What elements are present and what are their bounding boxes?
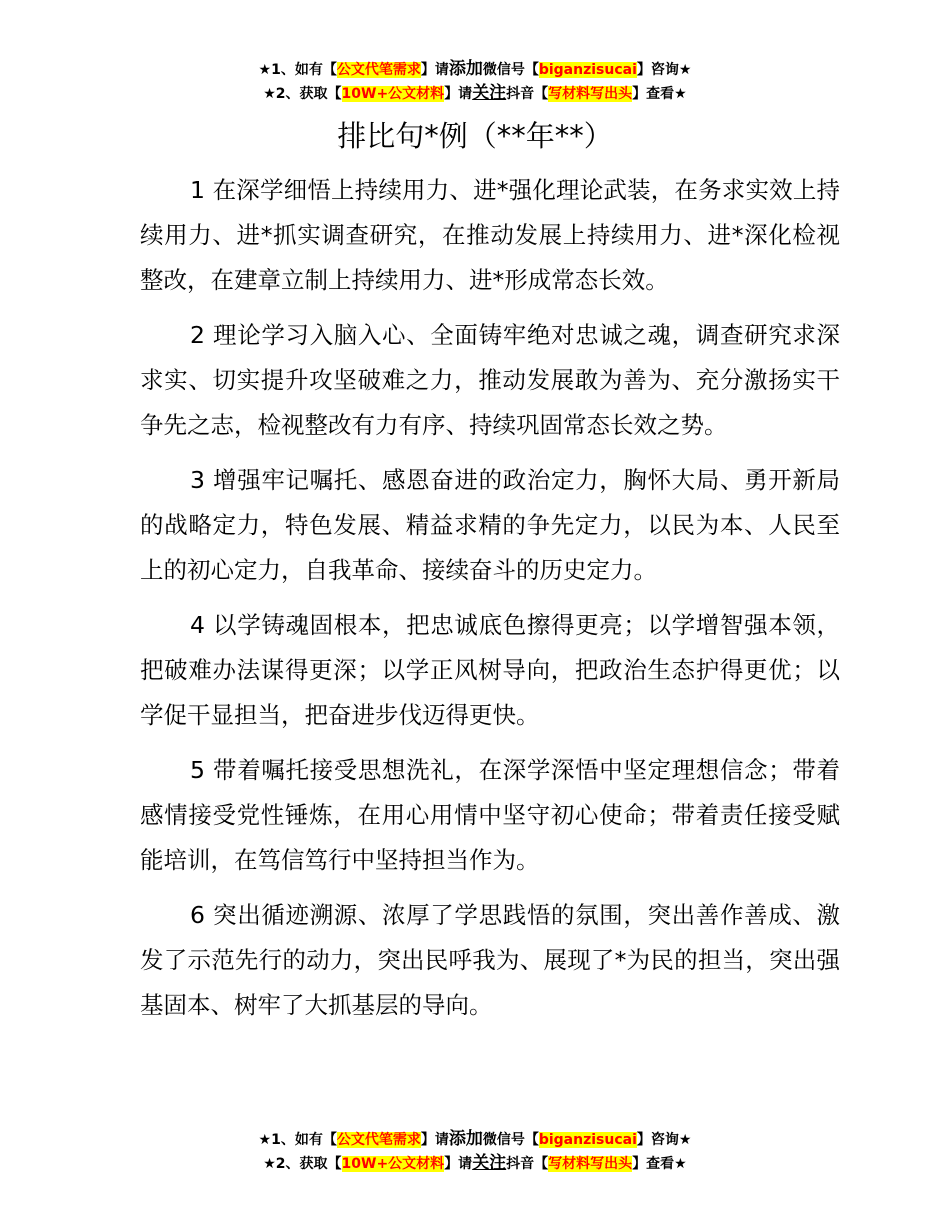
footer-banner <box>0 1128 950 1176</box>
banner-text: 】咨询★ <box>636 1132 692 1148</box>
page-title: 排比句*例（**年**） <box>337 119 613 153</box>
banner-text: 】咨询★ <box>636 62 692 78</box>
banner-text: 】请 <box>444 1156 473 1172</box>
header-banner-line-2 <box>0 82 950 106</box>
footer-banner-line-1 <box>0 1128 950 1152</box>
paragraph-4: 4 以学铸魂固根本，把忠诚底色擦得更亮；以学增智强本领，把破难办法谋得更深；以学正风树导向，把政治生态护得更优；以学促干显担当，把奋进步伐迈得更快。 <box>140 611 840 729</box>
banner-text: ★2、获取【 <box>263 86 342 102</box>
banner-text: ★2、获取【 <box>263 1156 342 1172</box>
header-banner <box>0 58 950 106</box>
footer-banner-line-2 <box>0 1152 950 1176</box>
banner-douyin-id: 写材料写出头 <box>548 1156 633 1172</box>
banner-wechat-id: biganzisucai <box>538 1132 637 1148</box>
paragraph-5: 5 带着嘱托接受思想洗礼，在深学深悟中坚定理想信念；带着感情接受党性锤炼，在用心用情中坚守初心使命；带着责任接受赋能培训，在笃信笃行中坚持担当作为。 <box>140 756 840 874</box>
document-body <box>140 168 840 1038</box>
banner-text: ★1、如有【 <box>258 62 337 78</box>
paragraph-6: 6 突出循迹溯源、浓厚了学思践悟的氛围，突出善作善成、激发了示范先行的动力，突出民呼我为、展现了*为民的担当，突出强基固本、树牢了大抓基层的导向。 <box>140 901 840 1019</box>
banner-highlight: 公文代笔需求 <box>336 62 421 78</box>
banner-text: 抖音【 <box>506 86 549 102</box>
banner-douyin-id: 写材料写出头 <box>548 86 633 102</box>
banner-emphasis: 添加 <box>448 59 483 79</box>
paragraph-2: 2 理论学习入脑入心、全面铸牢绝对忠诚之魂，调查研究求深求实、切实提升攻坚破难之力，推动发展敢为善为、充分激扬实干争先之志，检视整改有力有序、持续巩固常态长效之势。 <box>140 321 840 439</box>
banner-text: 】查看★ <box>632 86 687 102</box>
banner-wechat-id: biganzisucai <box>538 62 637 78</box>
banner-highlight: 10W+公文材料 <box>341 1156 445 1172</box>
header-banner-line-1 <box>0 58 950 82</box>
banner-text: 】请 <box>420 62 449 78</box>
banner-highlight: 公文代笔需求 <box>336 1132 421 1148</box>
banner-emphasis: 关注 <box>472 1153 507 1173</box>
banner-text: 】查看★ <box>632 1156 687 1172</box>
paragraph-1: 1 在深学细悟上持续用力、进*强化理论武装，在务求实效上持续用力、进*抓实调查研究，在推动发展上持续用力、进*深化检视整改，在建章立制上持续用力、进*形成常态长效。 <box>140 176 840 294</box>
banner-text: 】请 <box>420 1132 449 1148</box>
banner-emphasis: 关注 <box>472 83 507 103</box>
banner-text: 微信号【 <box>482 62 539 78</box>
banner-text: ★1、如有【 <box>258 1132 337 1148</box>
banner-text: 抖音【 <box>506 1156 549 1172</box>
banner-highlight: 10W+公文材料 <box>341 86 445 102</box>
paragraph-3: 3 增强牢记嘱托、感恩奋进的政治定力，胸怀大局、勇开新局的战略定力，特色发展、精益求精的争先定力，以民为本、人民至上的初心定力，自我革命、接续奋斗的历史定力。 <box>140 466 840 584</box>
banner-text: 】请 <box>444 86 473 102</box>
banner-emphasis: 添加 <box>448 1129 483 1149</box>
banner-text: 微信号【 <box>482 1132 539 1148</box>
